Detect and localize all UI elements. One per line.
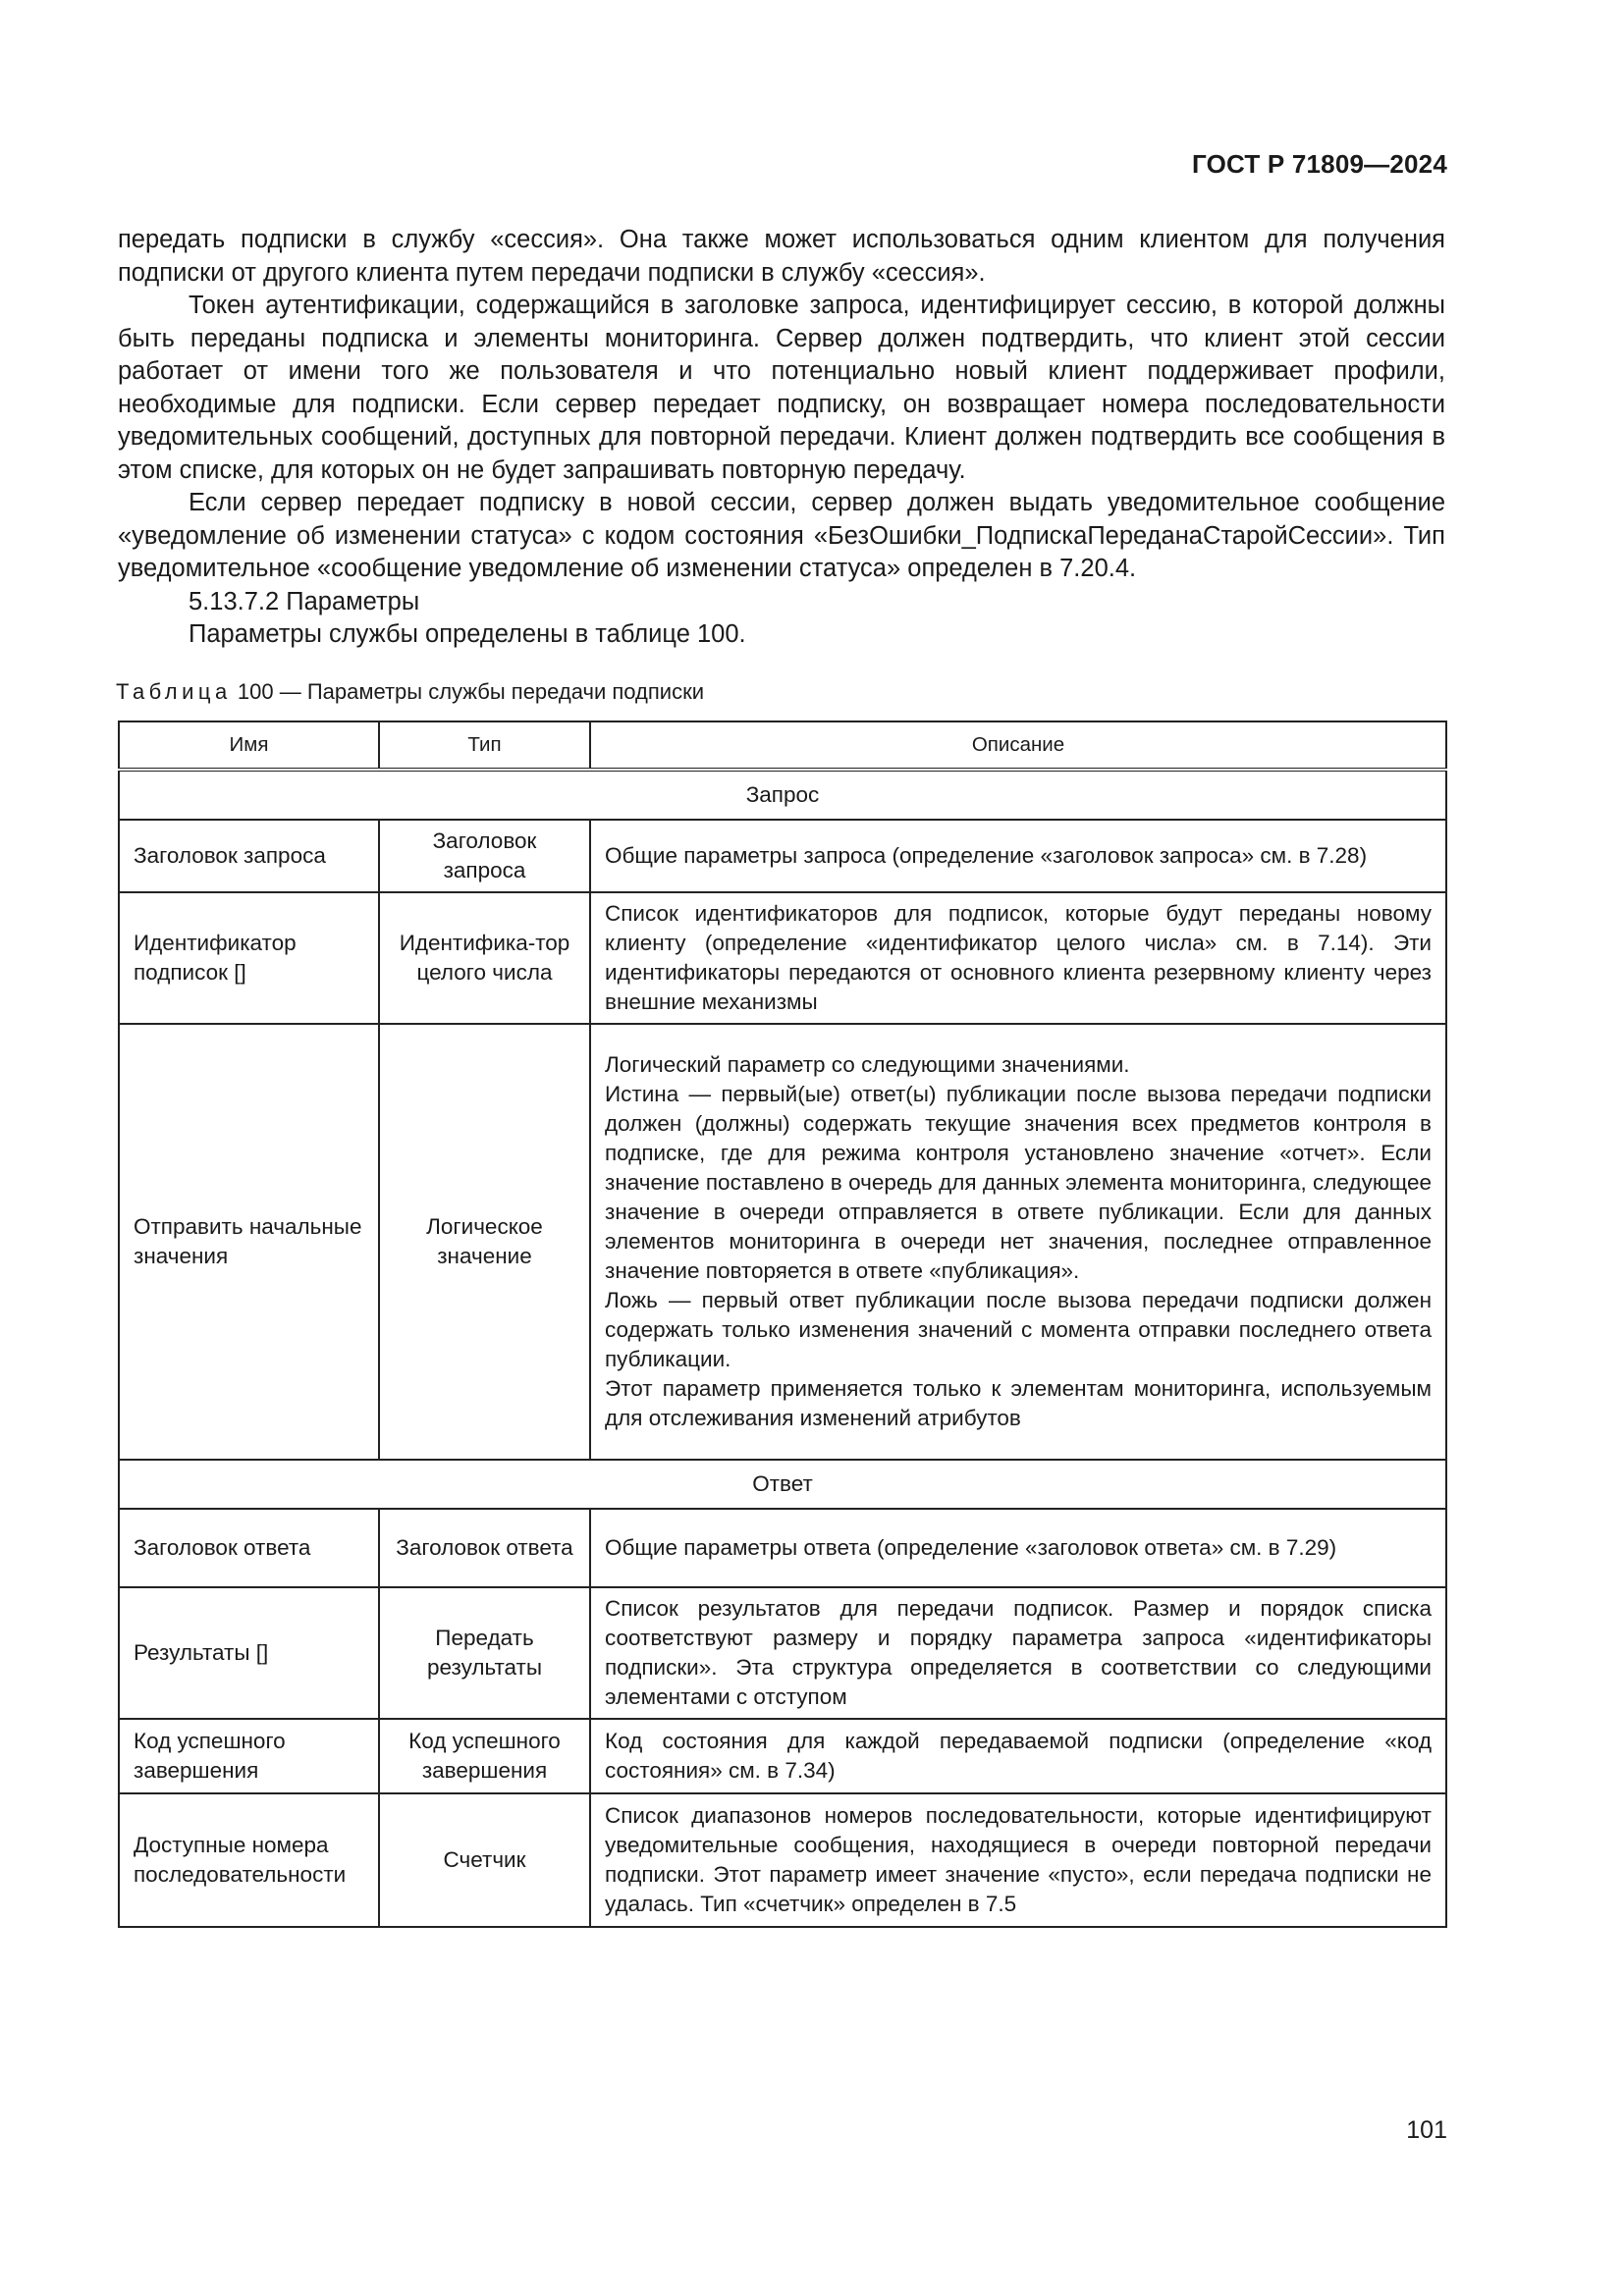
table-row — [119, 1719, 1446, 1793]
description-line: Список идентификаторов для подписок, которые будут переданы новому клиенту (определение «идентификатор целого числа» см. в 7.14). Эти идентификаторы передаются от основного клиента резервному клиенту через внешние механизмы — [605, 901, 1432, 1014]
cell-name: Отправить начальные значения — [119, 1024, 379, 1460]
cell-type: Код успешного завершения — [379, 1719, 590, 1793]
cell-type: Счетчик — [379, 1793, 590, 1927]
cell-type: Передать результаты — [379, 1587, 590, 1719]
cell-name: Заголовок запроса — [119, 820, 379, 892]
cell-description — [590, 820, 1446, 892]
section-heading: 5.13.7.2 Параметры — [189, 587, 420, 615]
table-row — [119, 1587, 1446, 1719]
paragraph: Токен аутентификации, содержащийся в заголовке запроса, идентифицирует сессию, в которой должны быть переданы подписка и элементы мониторинга. Сервер должен подтвердить, что клиент этой сессии работает от имени того же пользователя и что потенциально новый клиент поддерживает профили, необходимые для подписки. Если сервер передает подписку, он возвращает номера последовательности уведомительных сообщений, доступных для повторной передачи. Клиент должен подтвердить все сообщения в этом списке, для которых он не будет запрашивать повторную передачу. — [118, 292, 1445, 484]
table-caption-label: Таблица — [116, 679, 232, 704]
description-line: Истина — первый(ые) ответ(ы) публикации после вызова передачи подписки должен (должны) содержать текущие значения всех предметов контроля в подписке, где для режима контроля установлено значение «отчет». Если значение поставлено в очередь для данных элемента мониторинга, следующее значение в очереди отправляется в ответе публикации. Если для данных элементов мониторинга в очереди нет значения, последнее отправленное значение повторяется в ответе «публикация». — [605, 1082, 1432, 1283]
description-line: Список диапазонов номеров последовательности, которые идентифицируют уведомительные сообщения, находящиеся в очереди повторной передачи подписки. Этот параметр имеет значение «пусто», если передача подписки не удалась. Тип «счетчик» определен в 7.5 — [605, 1803, 1432, 1916]
paragraph: Если сервер передает подписку в новой сессии, сервер должен выдать уведомительное сообщение «уведомление об изменении статуса» с кодом состояния «БезОшибки_ПодпискаПереданаСтаройСессии». Тип уведомительное «сообщение уведомление об изменении статуса» определен в 7.20.4. — [118, 489, 1445, 582]
table-row — [119, 820, 1446, 892]
paragraph: Параметры службы определены в таблице 100. — [189, 620, 746, 648]
cell-name: Код успешного завершения — [119, 1719, 379, 1793]
cell-type: Идентифика-тор целого числа — [379, 892, 590, 1024]
section-row-response — [119, 1460, 1446, 1509]
cell-type: Заголовок запроса — [379, 820, 590, 892]
section-row-request — [119, 770, 1446, 820]
cell-name: Доступные номера последовательности — [119, 1793, 379, 1927]
column-header-name: Имя — [119, 721, 379, 770]
table-row — [119, 1509, 1446, 1587]
body-text — [118, 224, 1445, 652]
paragraph: передать подписки в службу «сессия». Она также может использоваться одним клиентом для получения подписки от другого клиента путем передачи подписки в службу «сессия». — [118, 226, 1445, 287]
cell-name: Идентификатор подписок [] — [119, 892, 379, 1024]
cell-name: Заголовок ответа — [119, 1509, 379, 1587]
table-row — [119, 892, 1446, 1024]
description-line: Общие параметры ответа (определение «заголовок ответа» см. в 7.29) — [605, 1535, 1337, 1560]
cell-description — [590, 1793, 1446, 1927]
description-line: Общие параметры запроса (определение «заголовок запроса» см. в 7.28) — [605, 843, 1368, 868]
section-label-request: Запрос — [119, 770, 1446, 820]
page-number: 101 — [1406, 2116, 1447, 2144]
cell-type: Заголовок ответа — [379, 1509, 590, 1587]
table-caption-title: 100 — Параметры службы передачи подписки — [237, 679, 704, 704]
section-label-response: Ответ — [119, 1460, 1446, 1509]
column-header-description: Описание — [590, 721, 1446, 770]
cell-description — [590, 1719, 1446, 1793]
column-header-type: Тип — [379, 721, 590, 770]
cell-description — [590, 892, 1446, 1024]
description-line: Код состояния для каждой передаваемой подписки (определение «код состояния» см. в 7.34) — [605, 1729, 1432, 1783]
cell-description — [590, 1024, 1446, 1460]
parameters-table — [118, 721, 1447, 1928]
description-line: Ложь — первый ответ публикации после вызова передачи подписки должен содержать только изменения значений с момента отправки последнего ответа публикации. — [605, 1288, 1432, 1371]
table-header-row — [119, 721, 1446, 770]
description-line: Этот параметр применяется только к элементам мониторинга, используемым для отслеживания изменений атрибутов — [605, 1376, 1432, 1430]
description-line: Список результатов для передачи подписок. Размер и порядок списка соответствуют размеру и порядку параметра запроса «идентификаторы подписки». Эта структура определяется в соответствии со следующими элементами с отступом — [605, 1596, 1432, 1709]
cell-name: Результаты [] — [119, 1587, 379, 1719]
document-standard-number: ГОСТ Р 71809—2024 — [1192, 149, 1447, 179]
cell-description — [590, 1509, 1446, 1587]
table-row — [119, 1024, 1446, 1460]
cell-description — [590, 1587, 1446, 1719]
description-line: Логический параметр со следующими значениями. — [605, 1052, 1130, 1077]
table-row — [119, 1793, 1446, 1927]
cell-type: Логическое значение — [379, 1024, 590, 1460]
table-caption — [116, 679, 704, 705]
